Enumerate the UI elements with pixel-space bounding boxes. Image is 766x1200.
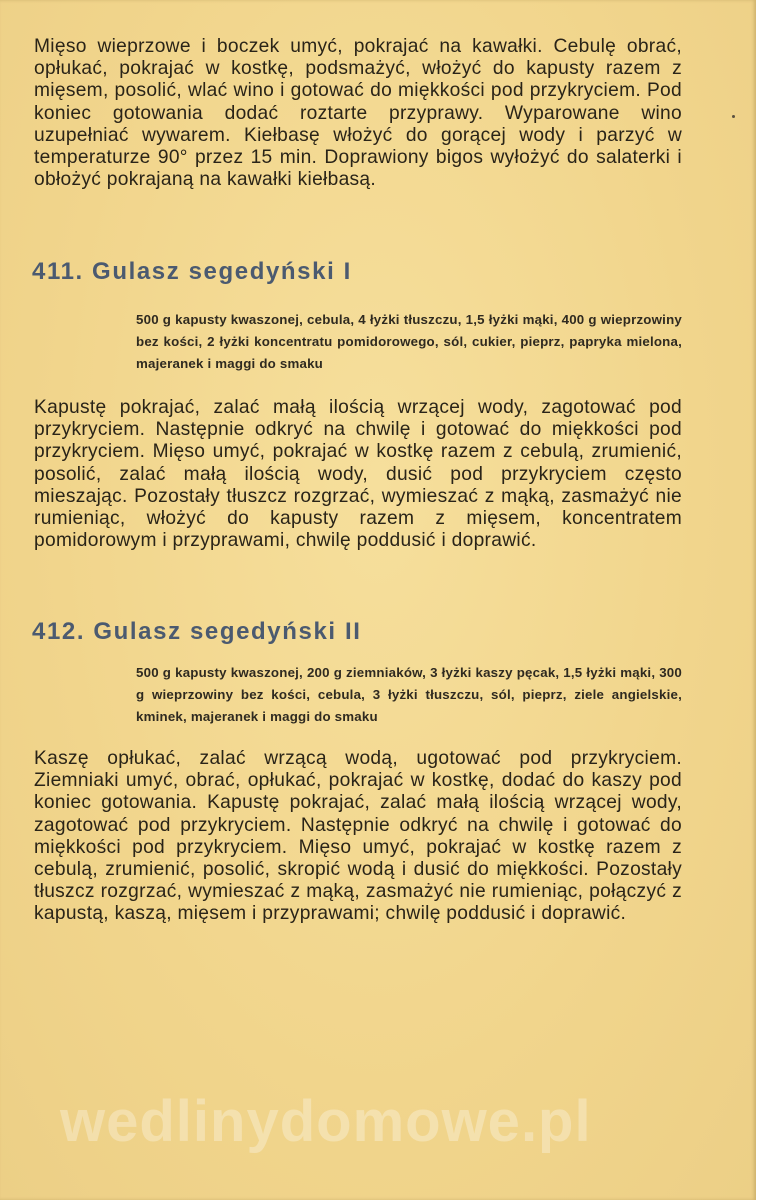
recipe-412-ingredients: 500 g kapusty kwaszonej, 200 g ziemniaków, 3 łyżki kaszy pęcak, 1,5 łyżki mąki, 300 g wieprzowiny bez kości, cebula, 3 łyżki tłuszczu, sól, pieprz, ziele angielskie, kminek, majeranek i maggi do smaku (136, 665, 682, 724)
recipe-411-heading: 411. Gulasz segedyński I (32, 258, 352, 285)
recipe-412-heading: 412. Gulasz segedyński II (32, 618, 362, 645)
recipe-411-ingredients: 500 g kapusty kwaszonej, cebula, 4 łyżki tłuszczu, 1,5 łyżki mąki, 400 g wieprzowiny bez kości, 2 łyżki koncentratu pomidorowego, sól, cukier, pieprz, papryka mielona, majeranek i maggi do smaku (136, 312, 682, 371)
recipe-411-instructions: Kapustę pokrajać, zalać małą ilością wrzącej wody, zagotować pod przykryciem. Następnie odkryć na chwilę i gotować do miękkości pod przykryciem. Mięso umyć, pokrajać w kostkę razem z cebulą, zrumienić, posolić, zalać małą ilością wody, dusić pod przykryciem często mieszając. Pozostały tłuszcz rozgrzać, wymieszać z mąką, zasmażyć nie rumieniąc, włożyć do kapusty razem z mięsem, koncentratem pomidorowym i przyprawami, chwilę poddusić i doprawić. (34, 397, 682, 552)
paper-speck (732, 115, 735, 118)
intro-paragraph: Mięso wieprzowe i boczek umyć, pokrajać na kawałki. Cebulę obrać, opłukać, pokrajać w kostkę, podsmażyć, włożyć do kapusty razem z mięsem, posolić, wlać wino i gotować do miękkości pod przykryciem. Pod koniec gotowania dodać roztarte przyprawy. Wyparowane wino uzupełniać wywarem. Kiełbasę włożyć do gorącej wody i parzyć w temperaturze 90° przez 15 min. Doprawiony bigos wyłożyć do salaterki i obłożyć pokrajaną na kawałki kiełbasą. (34, 36, 682, 191)
watermark: wedlinydomowe.pl (60, 1089, 592, 1154)
recipe-412-instructions: Kaszę opłukać, zalać wrzącą wodą, ugotować pod przykryciem. Ziemniaki umyć, obrać, opłukać, pokrajać w kostkę, dodać do kaszy pod koniec gotowania. Kapustę pokrajać, zalać małą ilością wrzącej wody, zagotować pod przykryciem. Następnie odkryć na chwilę i gotować do miękkości pod przykryciem. Mięso umyć, pokrajać w kostkę razem z cebulą, zrumienić, posolić, skropić wodą i dusić do miękkości. Pozostały tłuszcz rozgrzać, wymieszać z mąką, zasmażyć nie rumieniąc, połączyć z kapustą, kaszą, mięsem i przyprawami; chwilę poddusić i doprawić. (34, 748, 682, 925)
